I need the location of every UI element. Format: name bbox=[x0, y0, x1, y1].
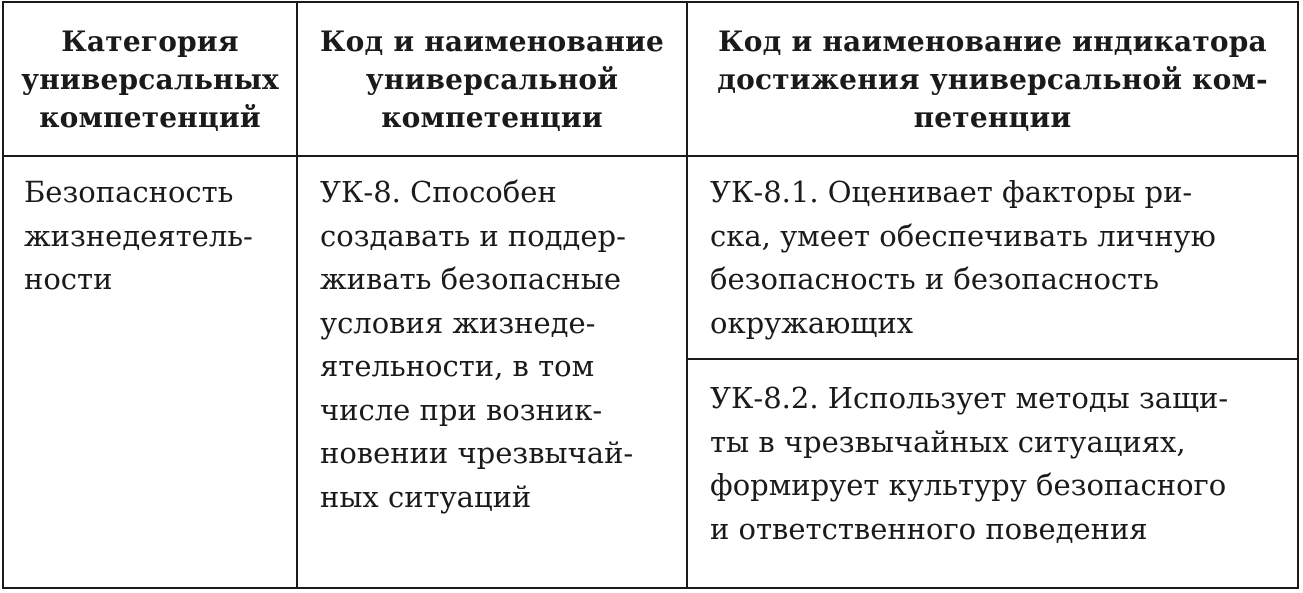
cell-indicator-1: УК-8.1. Оценивает факторы ри- ска, умеет обеспечивать личную безопасность и безопасность окружающих bbox=[710, 175, 1216, 340]
header-indicator: Код и наименование индикатора достижения универсальной ком- петенции bbox=[717, 25, 1268, 134]
header-category: Категория универсальных компетенций bbox=[21, 25, 279, 134]
cell-category: Безопасность жизнедеятель- ности bbox=[24, 175, 253, 296]
indicator-divider bbox=[688, 358, 1297, 360]
cell-competence: УК-8. Способен создавать и поддер- живать безопасные условия жизнеде- ятельности, в том числе при возник- новении чрезвычай- ных ситуаций bbox=[320, 175, 634, 514]
competence-table bbox=[2, 1, 1299, 589]
cell-indicator-2: УК-8.2. Использует методы защи- ты в чрезвычайных ситуациях, формирует культуру безопасного и ответственного поведения bbox=[710, 381, 1229, 546]
header-divider bbox=[4, 155, 1297, 157]
header-competence: Код и наименование универсальной компетенции bbox=[319, 25, 665, 134]
